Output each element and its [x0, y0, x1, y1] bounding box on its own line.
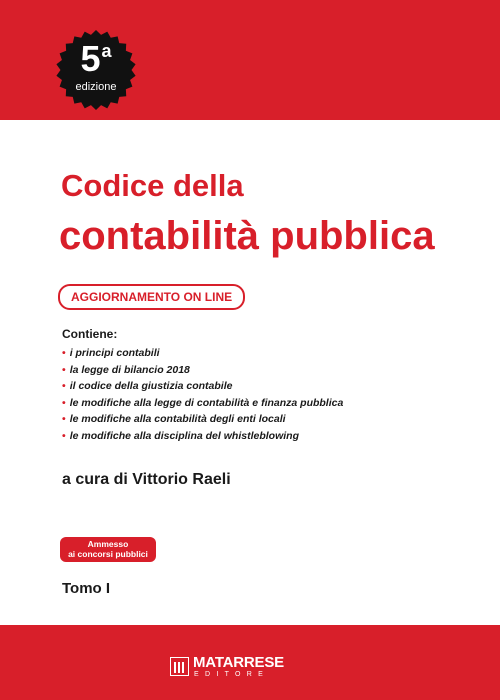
bullet-icon: • [62, 347, 66, 359]
bullet-icon: • [62, 413, 66, 426]
bullet-icon: • [62, 396, 66, 409]
contents-list [62, 345, 343, 445]
publisher-logo-icon [170, 657, 189, 676]
admission-badge [60, 537, 156, 562]
contents-heading: Contiene: [62, 327, 118, 341]
title-line-2: contabilità pubblica [59, 214, 435, 258]
list-item: • le modifiche alla disciplina del whistleblowing [62, 429, 299, 442]
volume-label: Tomo I [62, 580, 111, 597]
list-item: • le modifiche alla contabilità degli enti locali [62, 413, 286, 426]
admission-line-1: Ammesso [87, 539, 129, 549]
list-item: • le modifiche alla legge di contabilità e finanza pubblica [62, 396, 344, 409]
bullet-icon: • [62, 380, 66, 393]
list-item: • il codice della giustizia contabile [62, 380, 233, 393]
list-item: • la legge di bilancio 2018 [62, 363, 190, 376]
edition-label: edizione [75, 81, 117, 93]
edition-badge [56, 30, 136, 110]
author-credit: a cura di Vittorio Raeli [62, 471, 231, 488]
publisher-subtitle: EDITORE [194, 671, 270, 678]
edition-superscript: a [101, 41, 112, 61]
publisher-name: MATARRESE [193, 654, 284, 671]
title-line-1: Codice della [61, 168, 244, 203]
list-item: • i principi contabili [62, 347, 160, 359]
bullet-icon: • [62, 363, 66, 376]
admission-line-2: ai concorsi pubblici [68, 549, 148, 559]
bullet-icon: • [62, 429, 66, 442]
online-update-label: AGGIORNAMENTO ON LINE [58, 284, 245, 310]
edition-number: 5$^a$ [80, 38, 112, 79]
